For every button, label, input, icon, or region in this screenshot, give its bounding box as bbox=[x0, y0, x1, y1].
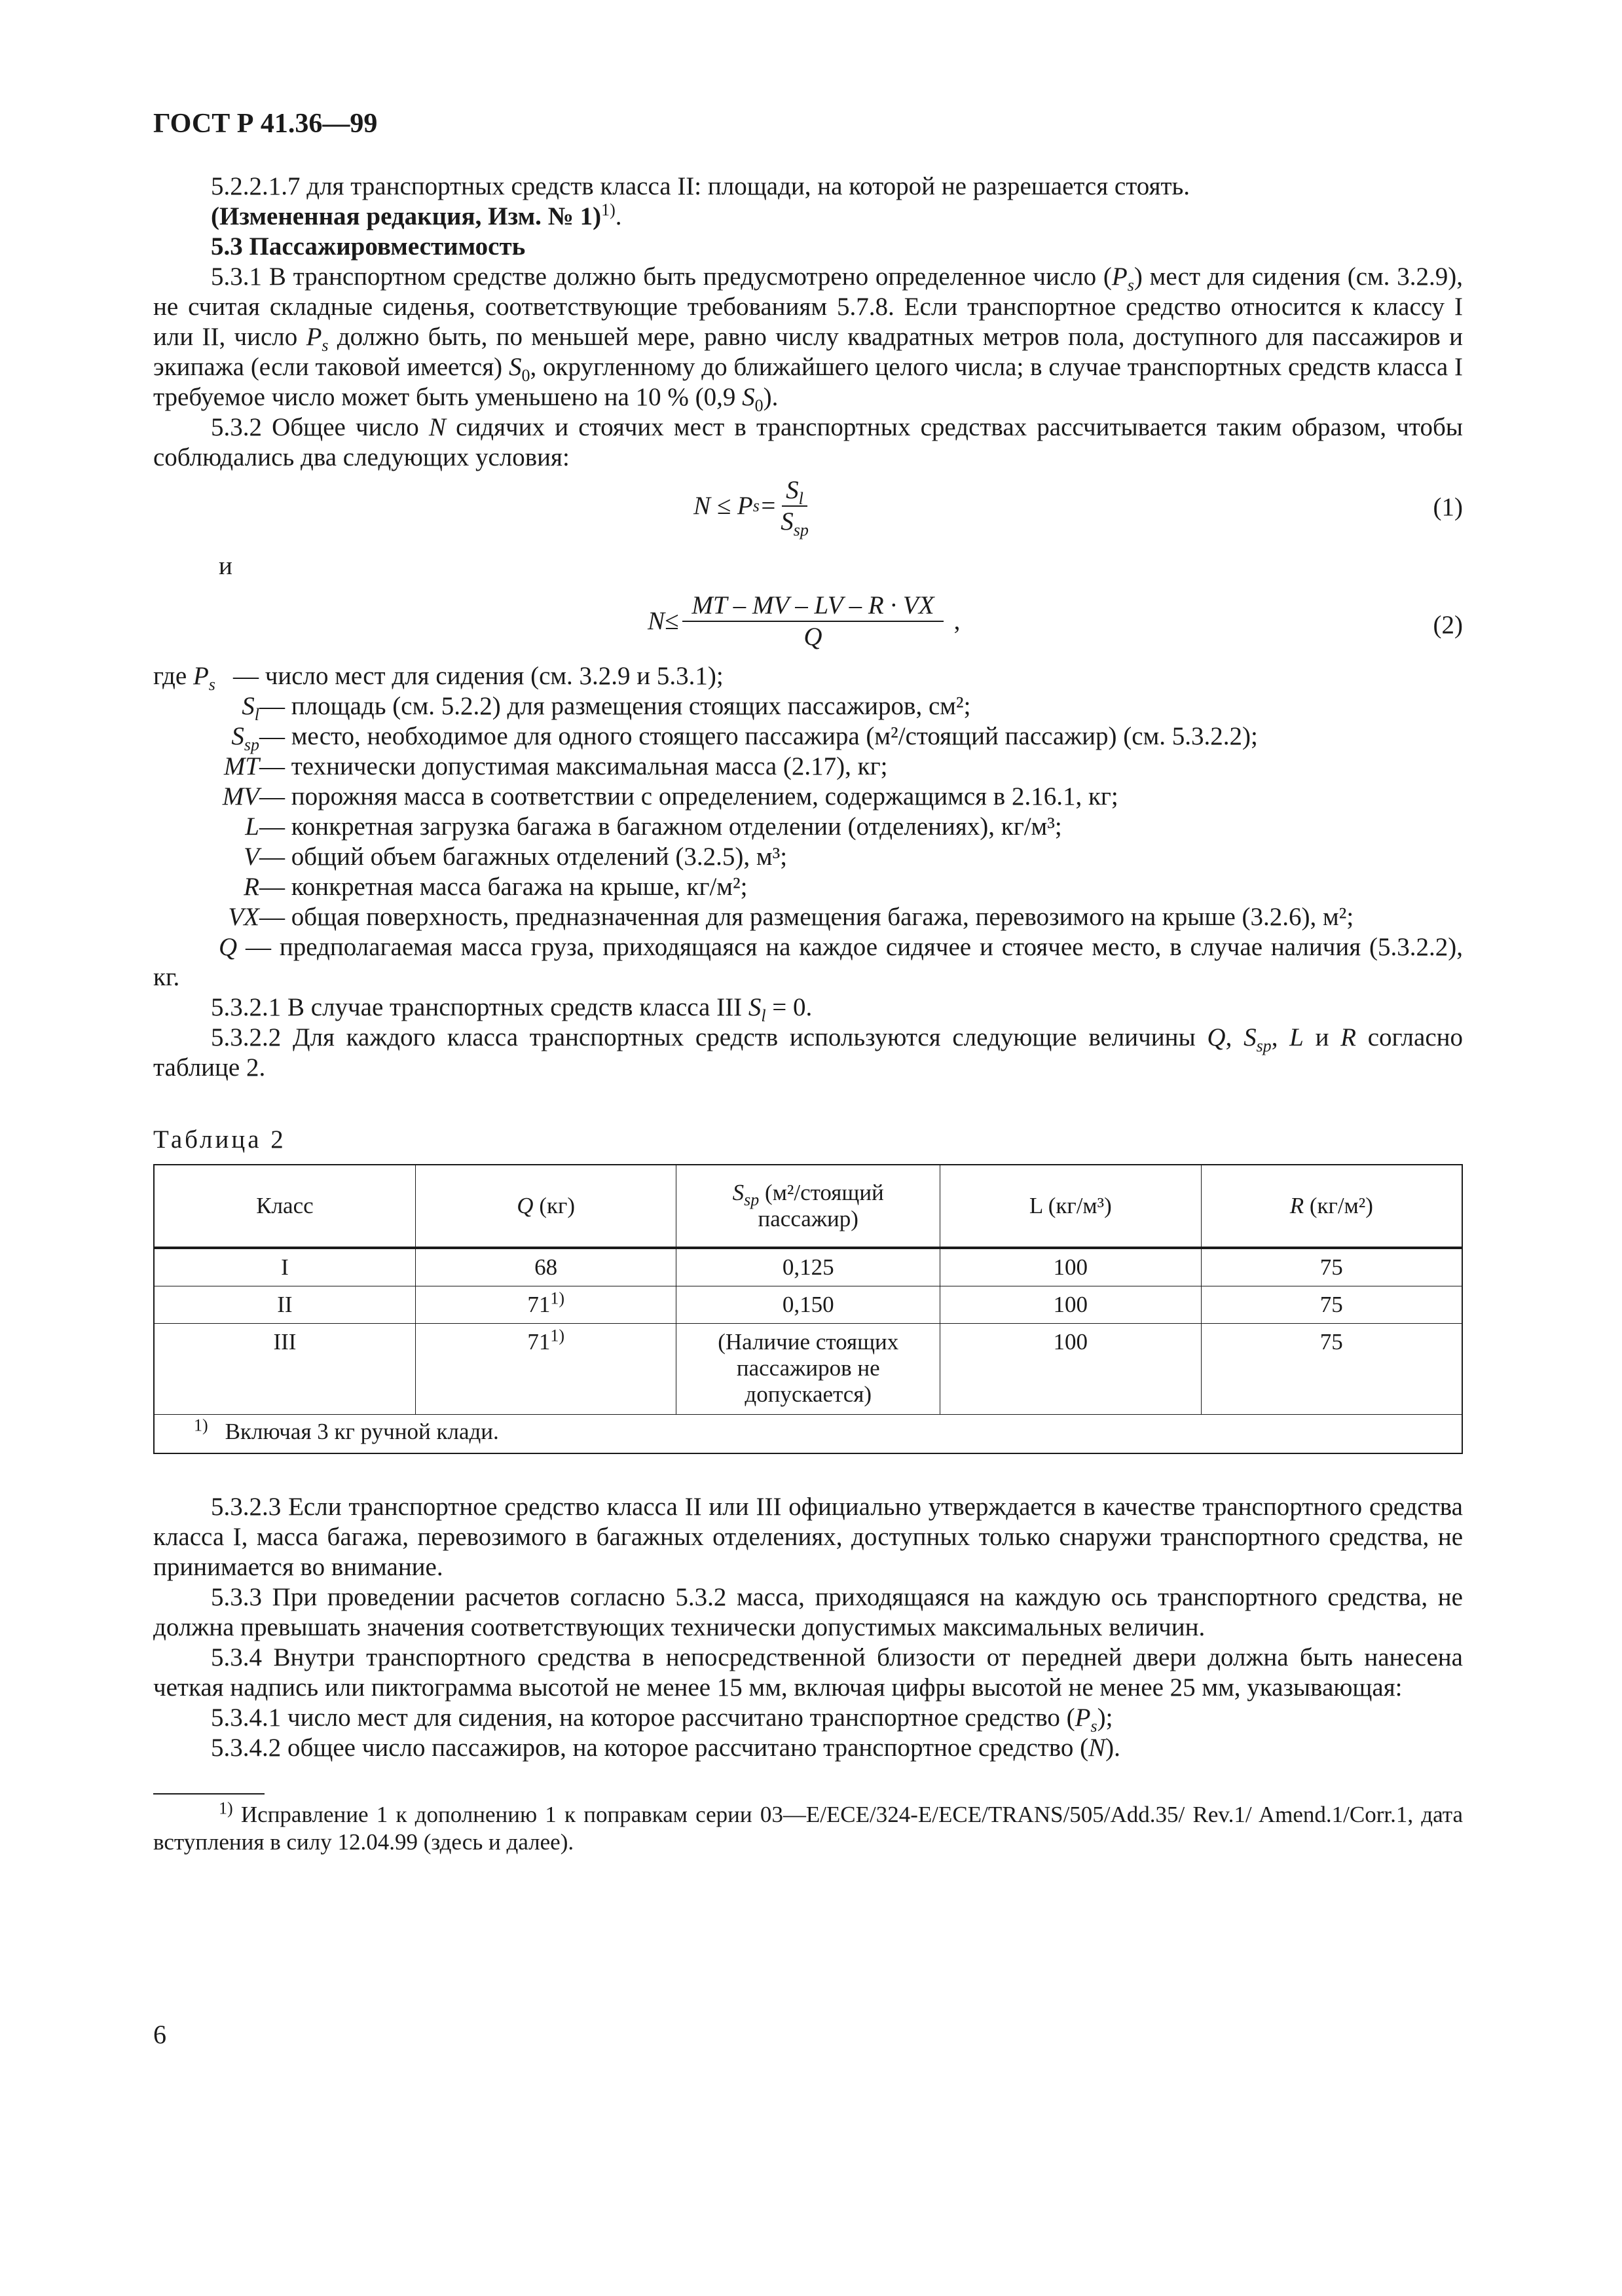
paragraph-5-3-2-1: 5.3.2.1 В случае транспортных средств класса III $S_l = 0$. bbox=[211, 993, 813, 1025]
definition-v: V — общий объем багажных отделений (3.2.5), м³; bbox=[244, 843, 788, 871]
paragraph-5-2-2-1-7: 5.2.2.1.7 для транспортных средств класса II: площади, на которой не разрешается стоять. bbox=[211, 172, 1190, 200]
paragraph-5-3-3: 5.3.3 При проведении расчетов согласно 5.3.2 масса, приходящаяся на каждую ось транспортного средства, не должна превышать значения соответствующих технически допустимых максимальных величин. bbox=[153, 1583, 1463, 1641]
paragraph-5-3-2-3: 5.3.2.3 Если транспортное средство класса II или III официально утверждается в качестве транспортного средства класса I, масса багажа, перевозимого в багажных отделениях, доступных только снаружи транспортного средства, не принимается во внимание. bbox=[153, 1493, 1463, 1581]
header-r: R (кг/м²) bbox=[1201, 1165, 1462, 1248]
symbol-definitions bbox=[153, 661, 1463, 993]
definition-ps: где $P_s$ — число мест для сидения (см. 3.2.9 и 5.3.1); bbox=[153, 662, 724, 694]
post-table-text bbox=[153, 1492, 1463, 1763]
definition-vx: VX — общая поверхность, предназначенная для размещения багажа, перевозимого на крыше (3.2.6), м²; bbox=[228, 903, 1354, 931]
equation-number-1: (1) bbox=[1433, 493, 1463, 521]
table-footnote: $^{1)}$ Включая 3 кг ручной клади. bbox=[154, 1415, 1462, 1454]
section-title: 5.3 Пассажировместимость bbox=[211, 232, 526, 261]
formula-1 bbox=[153, 473, 1463, 541]
and-word: и bbox=[219, 552, 232, 580]
paragraph-5-3-1: 5.3.1 В транспортном средстве должно быть предусмотрено определенное число $(P_s)$ мест для сидения (см. 3.2.9), не считая складные сиденья, соответствующие требованиям 5.7.8. Если транспортное средство относится к классу I или II, число $P_s$ должно быть, по меньшей мере, равно числу квадратных метров пола, доступного для пассажиров и экипажа (если таковой имеется) $S_0$, округленному до ближайшего целого числа; в случае транспортных средств класса I требуемое число может быть уменьшено на 10 % (0,9 $S_0$). bbox=[153, 263, 1464, 415]
formula-2 bbox=[153, 592, 1463, 660]
page-number: 6 bbox=[153, 2020, 166, 2049]
equation-number-2: (2) bbox=[1433, 611, 1463, 639]
table-row: III 71$^{1)}$ (Наличие стоящих пассажиров не допускается) 100 75 bbox=[154, 1324, 1462, 1415]
formula-1-fraction: $\frac{S_l}{S_{sp}}$ bbox=[781, 476, 809, 539]
table-row: I 68 0,125 100 75 bbox=[154, 1248, 1462, 1286]
footnote-divider bbox=[153, 1793, 265, 1795]
table-footnote-row bbox=[154, 1415, 1462, 1454]
definition-q: Q — предполагаемая масса груза, приходящаяся на каждое сидячее и стоячее место, в случае наличия (5.3.2.2), кг. bbox=[153, 933, 1463, 991]
standard-header: ГОСТ Р 41.36—99 bbox=[153, 109, 378, 139]
definition-r: R — конкретная масса багажа на крыше, кг/м²; bbox=[244, 873, 748, 901]
definition-mv: MV — порожняя масса в соответствии с определением, содержащимся в 2.16.1, кг; bbox=[222, 782, 1118, 811]
header-q: Q (кг) bbox=[415, 1165, 676, 1248]
page-footnote: $^{1)}$ Исправление 1 к дополнению 1 к поправкам серии 03—E/ECE/324-E/ECE/TRANS/505/Add.35/ Rev.1/ Amend.1/Corr.1, дата вступления в силу 12.04.99 (здесь и далее). bbox=[153, 1798, 1463, 1855]
definition-sl: $S_l$ — площадь (см. 5.2.2) для размещения стоящих пассажиров, см²; bbox=[242, 692, 971, 724]
table-header-row bbox=[154, 1165, 1462, 1248]
paragraph-5-3-2: 5.3.2 Общее число N сидячих и стоячих мест в транспортных средствах рассчитывается таким образом, чтобы соблюдались два следующих условия: bbox=[153, 413, 1463, 471]
paragraph-5-3-4-2: 5.3.4.2 общее число пассажиров, на которое рассчитано транспортное средство (N). bbox=[211, 1734, 1120, 1762]
page-content bbox=[153, 172, 1463, 1856]
amendment-note: (Измененная редакция, Изм. № 1)$^{1)}$. bbox=[211, 200, 622, 230]
header-ssp: $S_{sp}$ (м²/стоящий пассажир) bbox=[676, 1165, 940, 1248]
header-class: Класс bbox=[154, 1165, 415, 1248]
paragraph-5-3-4-1: 5.3.4.1 число мест для сидения, на которое рассчитано транспортное средство $(P_s)$; bbox=[211, 1704, 1113, 1736]
table-row: II 71$^{1)}$ 0,150 100 75 bbox=[154, 1286, 1462, 1324]
definition-ssp: $S_{sp}$ — место, необходимое для одного стоящего пассажира (м²/стоящий пассажир) (см. 5.3.2.2); bbox=[231, 722, 1258, 754]
paragraph-5-3-4: 5.3.4 Внутри транспортного средства в непосредственной близости от передней двери должна быть нанесена четкая надпись или пиктограмма высотой не менее 15 мм, включая цифры высотой не менее 25 мм, указывающая: bbox=[153, 1643, 1463, 1702]
table-caption: Таблица 2 bbox=[153, 1125, 286, 1154]
formula-2-fraction: $\frac{MT - MV - LV - R \cdot VX}{Q}$ bbox=[682, 592, 943, 651]
formula-1-expression: N ≤ P s = $\frac{S_l}{S_{sp}}$ bbox=[693, 476, 809, 539]
definition-mt: MT — технически допустимая максимальная масса (2.17), кг; bbox=[223, 752, 888, 780]
header-l: L (кг/м³) bbox=[940, 1165, 1202, 1248]
table-2 bbox=[153, 1164, 1463, 1454]
formula-2-expression: N≤ $\frac{MT - MV - LV - R \cdot VX}{Q}$ , bbox=[648, 591, 961, 651]
paragraph-5-3-2-2: 5.3.2.2 Для каждого класса транспортных средств используются следующие величины Q, $S_{sp}$, L и R согласно таблице 2. bbox=[153, 1023, 1463, 1082]
definition-l: L — конкретная загрузка багажа в багажном отделении (отделениях), кг/м³; bbox=[245, 812, 1062, 841]
